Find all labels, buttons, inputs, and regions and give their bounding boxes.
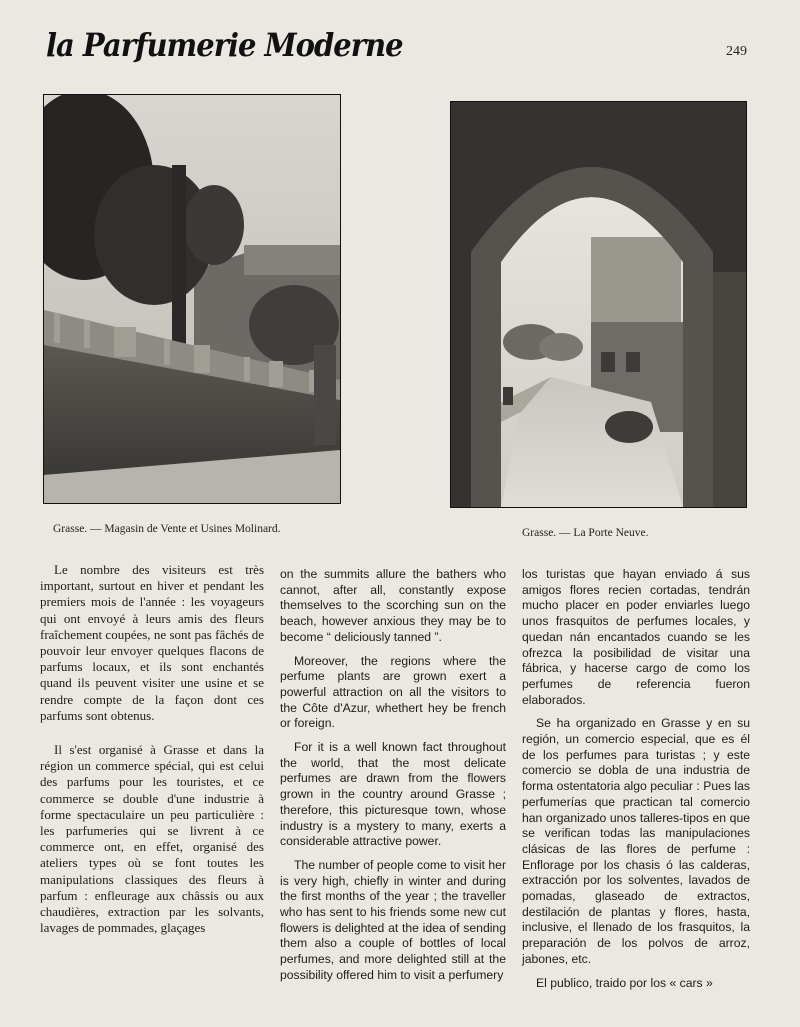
- paragraph: Se ha organizado en Grasse y en su región, un comercio especial, que es él de los perfumes para turistas ; y este comercio se dobla de una industria de forma ostentatoria algo peculiar : Pues las perfumerías que practican tal comercio han organizado unos talleres-tipos en que se verifican todas las manipulaciones clásicas de las flores de perfume : Enflorage por los chasis ó las calderas, extracción por los solventes, lavados de pomadas, glaseado de extractos, destilación de plantas y flores, hasta, inclusive, el llenado de los frasquitos, la preparación de los polvos de arroz, jabones, etc.: [522, 716, 750, 966]
- paragraph: los turistas que hayan enviado á sus amigos flores recien cortadas, tendrán mucho placer en poder enviarles luego unos frasquitos de perfumes locales, y quedan nán encantados cuando se les ofrezca la posibilidad de visitar una fábrica, y hacerse cargo de como los perfumes de referencia fueron elaborados.: [522, 567, 750, 707]
- page-number: 249: [726, 44, 747, 59]
- paragraph: El publico, traido por los « cars »: [536, 975, 713, 990]
- french-text-column: [40, 562, 264, 954]
- paragraph: Le nombre des visiteurs est très important, surtout en hiver et pendant les premiers mois de l'année : les voyageurs qui ont envoyé à leurs amis des fleurs fraîchement coupées, ne sont pas fâchés de pouvoir leur envoyer quelques flacons de parfums locaux, et ils sont enchantés quand ils peuvent visiter une usine et se rendre compte de la façon dont ces parfums sont obtenus.: [40, 562, 264, 723]
- paragraph: on the summits allure the bathers who cannot, after all, constantly expose themselves to the scorching sun on the beach, however anxious they may be to become “ deliciously tanned ”.: [280, 567, 506, 644]
- paragraph: The number of people come to visit her is very high, chiefly in winter and during the first months of the year ; the traveller who has sent to his friends some new cut flowers is delighted at the idea of sending them also a couple of bottles of local perfumes, and more delighted still at the possibility offered him to visit a perfumery: [280, 857, 506, 982]
- spanish-text-column: [522, 567, 750, 999]
- paragraph: Il s'est organisé à Grasse et dans la région un commerce spécial, qui est celui des parfums pour les touristes, et ce commerce se double d'une industrie à forme spectaculaire un peu particulière : les parfumeries qui se livrent à ce commerce ont, en effet, organisé des ateliers types où se font toutes les manipulations classiques des fleurs à parfum : enfleurage aux châssis ou aux chaudières, extraction par les solvants, lavages de pommades, glaçages: [40, 742, 264, 936]
- paragraph: For it is a well known fact throughout the world, that the most delicate perfumes are drawn from the flowers grown in the country around Grasse ; therefore, this picturesque town, whose industry is a mystery to many, exerts a considerable attractive power.: [280, 740, 506, 849]
- figure-caption-molinard: Grasse. — Magasin de Vente et Usines Molinard.: [53, 523, 281, 535]
- paragraph: Moreover, the regions where the perfume plants are grown exert a powerful attraction on all the visitors to the Côte d'Azur, whethert hey be french or foreign.: [280, 653, 506, 731]
- photo-porte-neuve: [450, 101, 747, 508]
- figure-caption-porte-neuve: Grasse. — La Porte Neuve.: [522, 527, 649, 539]
- masthead-logo: la Parfumerie Moderne: [46, 26, 403, 64]
- photo-molinard-shop: [43, 94, 341, 504]
- english-text-column: [280, 567, 506, 992]
